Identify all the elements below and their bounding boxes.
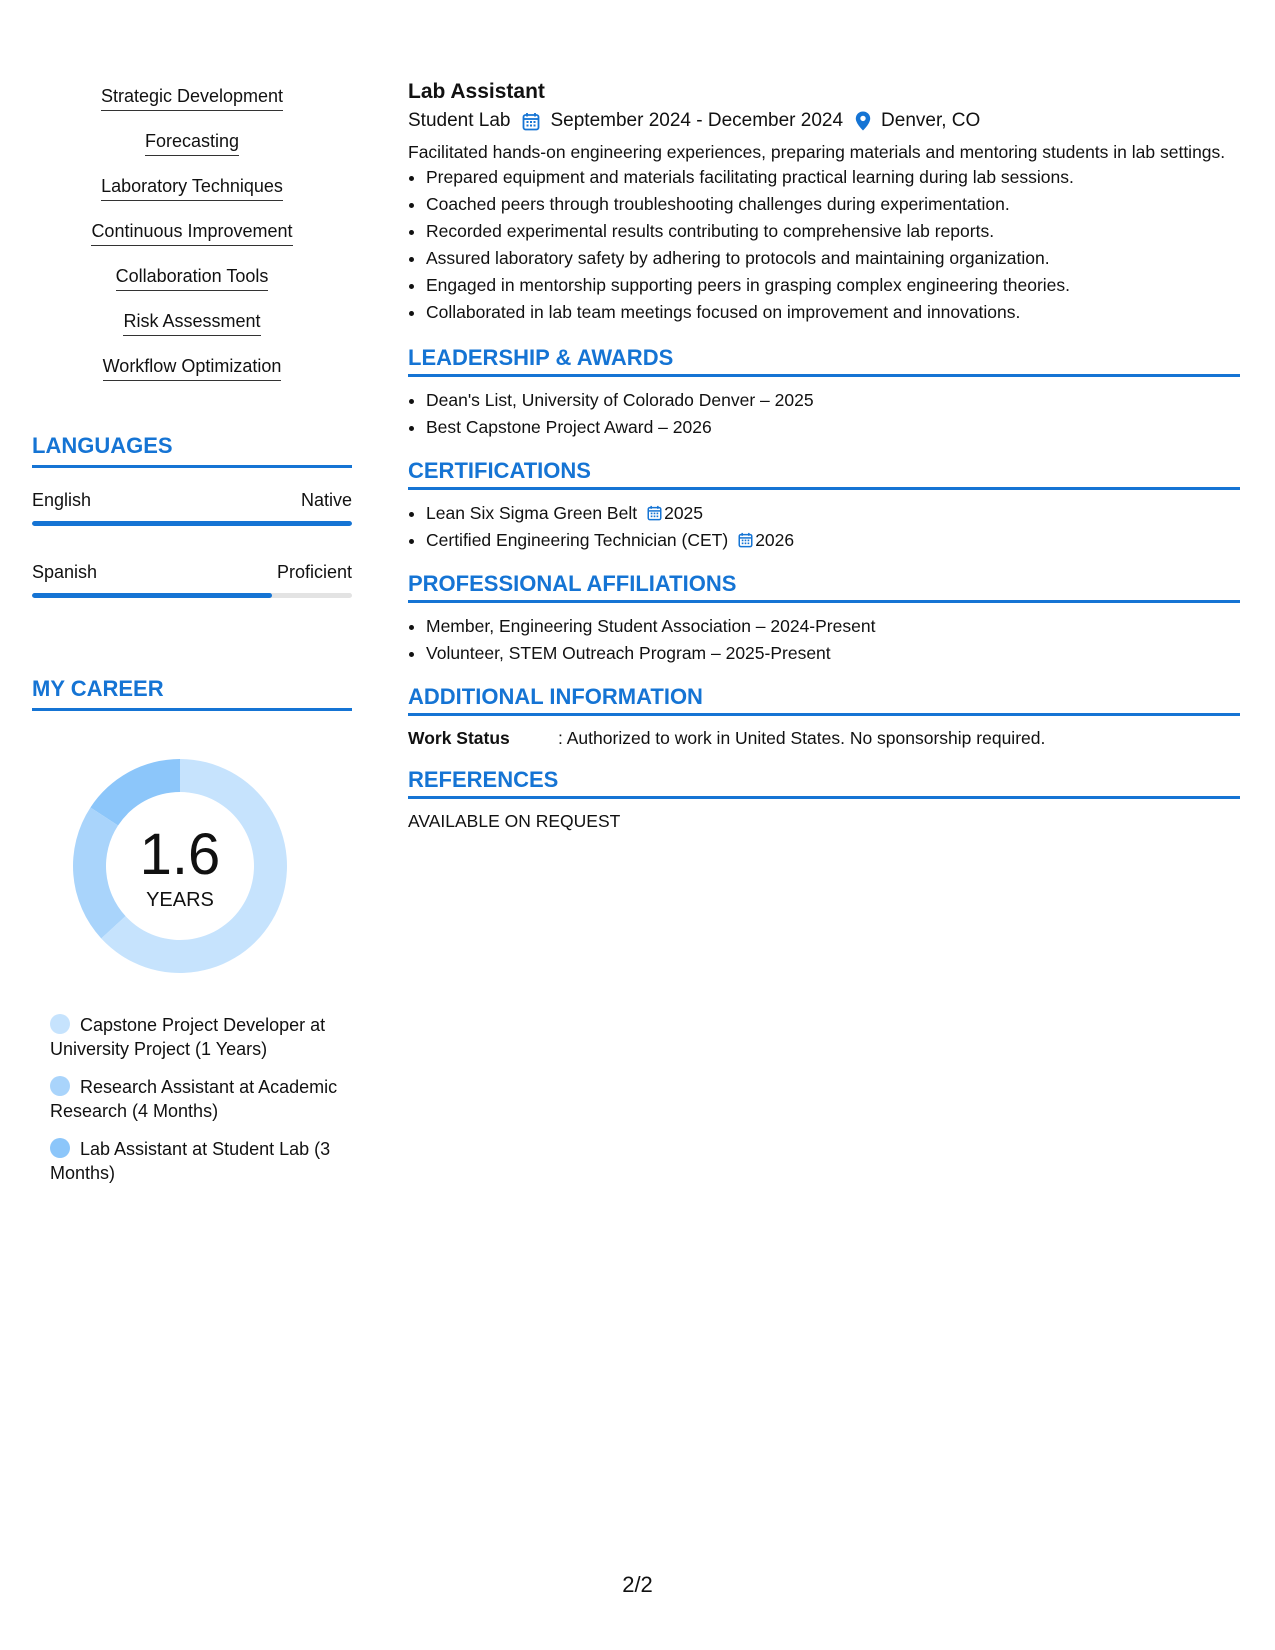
language-bar: [32, 521, 352, 526]
job-meta: [408, 110, 1240, 132]
skill-item: Continuous Improvement: [91, 219, 292, 246]
list-item: • Best Capstone Project Award – 2026: [426, 414, 1240, 441]
skill-item: Forecasting: [145, 129, 239, 156]
skill-item: Laboratory Techniques: [101, 174, 283, 201]
legend-item: [50, 1075, 340, 1123]
languages-heading: LANGUAGES: [32, 433, 352, 468]
list-item: • Coached peers through troubleshooting challenges during experimentation.: [426, 191, 1240, 218]
language-name: English: [32, 490, 92, 510]
legend-dot: [50, 1014, 70, 1034]
career-donut-chart: [67, 753, 293, 979]
language-bar-fill: [32, 593, 272, 598]
legend-item: [50, 1013, 340, 1061]
language-bar: [32, 593, 352, 598]
calendar-icon: [522, 112, 540, 131]
language-level: Proficient: [276, 562, 352, 582]
languages-section: [32, 433, 352, 598]
work-status-value: : Authorized to work in United States. No sponsorship required.: [558, 728, 1046, 748]
list-item: • Volunteer, STEM Outreach Program – 2025-Present: [426, 640, 1240, 667]
references-text: AVAILABLE ON REQUEST: [408, 811, 621, 831]
affiliations-list: [408, 613, 1240, 667]
legend-item: [50, 1137, 340, 1185]
job-bullets: [408, 164, 1240, 326]
job-location: Denver, CO: [881, 110, 981, 131]
language-bar-fill: [32, 521, 352, 526]
legend-dot: [50, 1138, 70, 1158]
list-item: • Recorded experimental results contributing to comprehensive lab reports.: [426, 218, 1240, 245]
list-item: • Collaborated in lab team meetings focused on improvement and innovations.: [426, 299, 1240, 326]
donut-center: [67, 822, 293, 912]
list-item: • Dean's List, University of Colorado Denver – 2025: [426, 387, 1240, 414]
legend-label: Research Assistant at Academic Research (4 Months): [50, 1077, 338, 1121]
legend-label: Capstone Project Developer at University Project (1 Years): [50, 1015, 326, 1059]
list-item: • Assured laboratory safety by adhering to protocols and maintaining organization.: [426, 245, 1240, 272]
affiliations-heading: PROFESSIONAL AFFILIATIONS: [408, 570, 1240, 603]
work-status-row: [408, 726, 1240, 750]
list-item: [426, 527, 1240, 554]
location-pin-icon: [855, 111, 871, 131]
list-item: • Engaged in mentorship supporting peers in grasping complex engineering theories.: [426, 272, 1240, 299]
list-item: [426, 500, 1240, 527]
calendar-icon: [647, 505, 662, 521]
donut-segment: [90, 759, 180, 826]
list-item: • Prepared equipment and materials facilitating practical learning during lab sessions.: [426, 164, 1240, 191]
page-number: 2/2: [622, 1572, 653, 1597]
language-level: Native: [300, 490, 352, 510]
certifications-heading: CERTIFICATIONS: [408, 457, 1240, 490]
job-company: Student Lab: [408, 110, 511, 131]
career-section: [32, 676, 352, 1185]
career-total: 1.6: [139, 822, 221, 887]
list-item: • Member, Engineering Student Association – 2024-Present: [426, 613, 1240, 640]
references-heading: REFERENCES: [408, 766, 1240, 799]
job-title: Lab Assistant: [408, 80, 545, 103]
right-column: [408, 78, 1240, 833]
leadership-heading: LEADERSHIP & AWARDS: [408, 344, 1240, 377]
additional-heading: ADDITIONAL INFORMATION: [408, 683, 1240, 716]
language-row: [32, 562, 352, 583]
career-unit: YEARS: [146, 889, 214, 911]
cert-year: 2025: [664, 503, 704, 523]
legend-dot: [50, 1076, 70, 1096]
legend-label: Lab Assistant at Student Lab (3 Months): [50, 1139, 331, 1183]
calendar-icon: [738, 532, 753, 548]
career-heading: MY CAREER: [32, 676, 352, 711]
cert-name: Lean Six Sigma Green Belt: [426, 503, 638, 523]
skill-item: Risk Assessment: [123, 309, 260, 336]
language-name: Spanish: [32, 562, 98, 582]
skills-list: [32, 84, 352, 399]
left-column: [32, 84, 352, 1199]
language-row: [32, 490, 352, 511]
skill-item: Strategic Development: [101, 84, 283, 111]
work-status-label: Work Status: [408, 728, 510, 748]
leadership-list: [408, 387, 1240, 441]
job-dates: September 2024 - December 2024: [550, 110, 844, 131]
cert-year: 2026: [755, 530, 795, 550]
skill-item: Workflow Optimization: [103, 354, 282, 381]
skill-item: Collaboration Tools: [116, 264, 269, 291]
job-description: Facilitated hands-on engineering experiences, preparing materials and mentoring students in lab settings.: [408, 142, 1226, 162]
certifications-list: [408, 500, 1240, 554]
career-legend: [50, 1013, 340, 1185]
cert-name: Certified Engineering Technician (CET): [426, 530, 729, 550]
